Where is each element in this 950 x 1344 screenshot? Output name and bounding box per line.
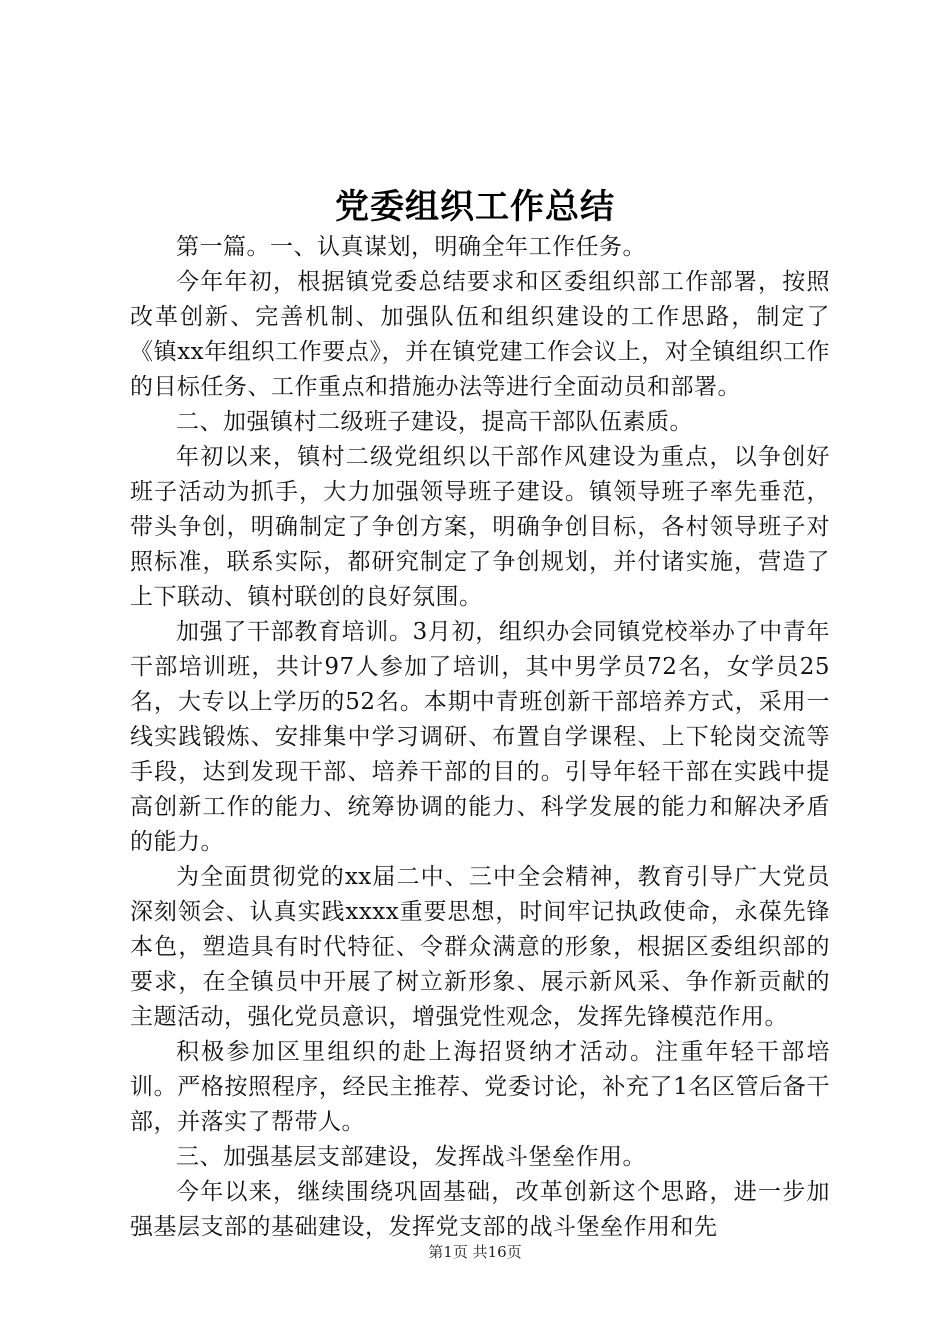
paragraph: 年初以来，镇村二级党组织以干部作风建设为重点，以争创好班子活动为抓手，大力加强领导班子建设。镇领导班子率先垂范，带头争创，明确制定了争创方案，明确争创目标，各村领导班子对照标准，联系实际，都研究制定了争创规划，并付诸实施，营造了上下联动、镇村联创的良好氛围。 [130, 444, 830, 610]
paragraph: 三、加强基层支部建设，发挥战斗堡垒作用。 [176, 1144, 646, 1170]
document-body [130, 230, 830, 1245]
paragraph: 加强了干部教育培训。3月初，组织办会同镇党校举办了中青年干部培训班，共计97人参加了培训，其中男学员72名，女学员25名，大专以上学历的52名。本期中青班创新干部培养方式，采用一线实践锻炼、安排集中学习调研、布置自学课程、上下轮岗交流等手段，达到发现干部、培养干部的目的。引导年轻干部在实践中提高创新工作的能力、统筹协调的能力、科学发展的能力和解决矛盾的能力。 [130, 619, 830, 855]
page-footer: 第1页 共16页 [428, 1243, 522, 1261]
paragraph: 二、加强镇村二级班子建设，提高干部队伍素质。 [176, 409, 693, 435]
paragraph: 今年以来，继续围绕巩固基础，改革创新这个思路，进一步加强基层支部的基础建设，发挥党支部的战斗堡垒作用和先 [130, 1179, 830, 1240]
document-title: 党委组织工作总结 [335, 187, 615, 227]
paragraph: 今年年初，根据镇党委总结要求和区委组织部工作部署，按照改革创新、完善机制、加强队伍和组织建设的工作思路，制定了《镇xx年组织工作要点》，并在镇党建工作会议上，对全镇组织工作的目标任务、工作重点和措施办法等进行全面动员和部署。 [130, 269, 830, 400]
paragraph: 积极参加区里组织的赴上海招贤纳才活动。注重年轻干部培训。严格按照程序，经民主推荐、党委讨论，补充了1名区管后备干部，并落实了帮带人。 [130, 1039, 830, 1135]
paragraph: 为全面贯彻党的xx届二中、三中全会精神，教育引导广大党员深刻领会、认真实践xxxx重要思想，时间牢记执政使命，永葆先锋本色，塑造具有时代特征、令群众满意的形象，根据区委组织部的要求，在全镇员中开展了树立新形象、展示新风采、争作新贡献的主题活动，强化党员意识，增强党性观念，发挥先锋模范作用。 [130, 864, 830, 1030]
paragraph: 第一篇。一、认真谋划，明确全年工作任务。 [176, 234, 646, 260]
